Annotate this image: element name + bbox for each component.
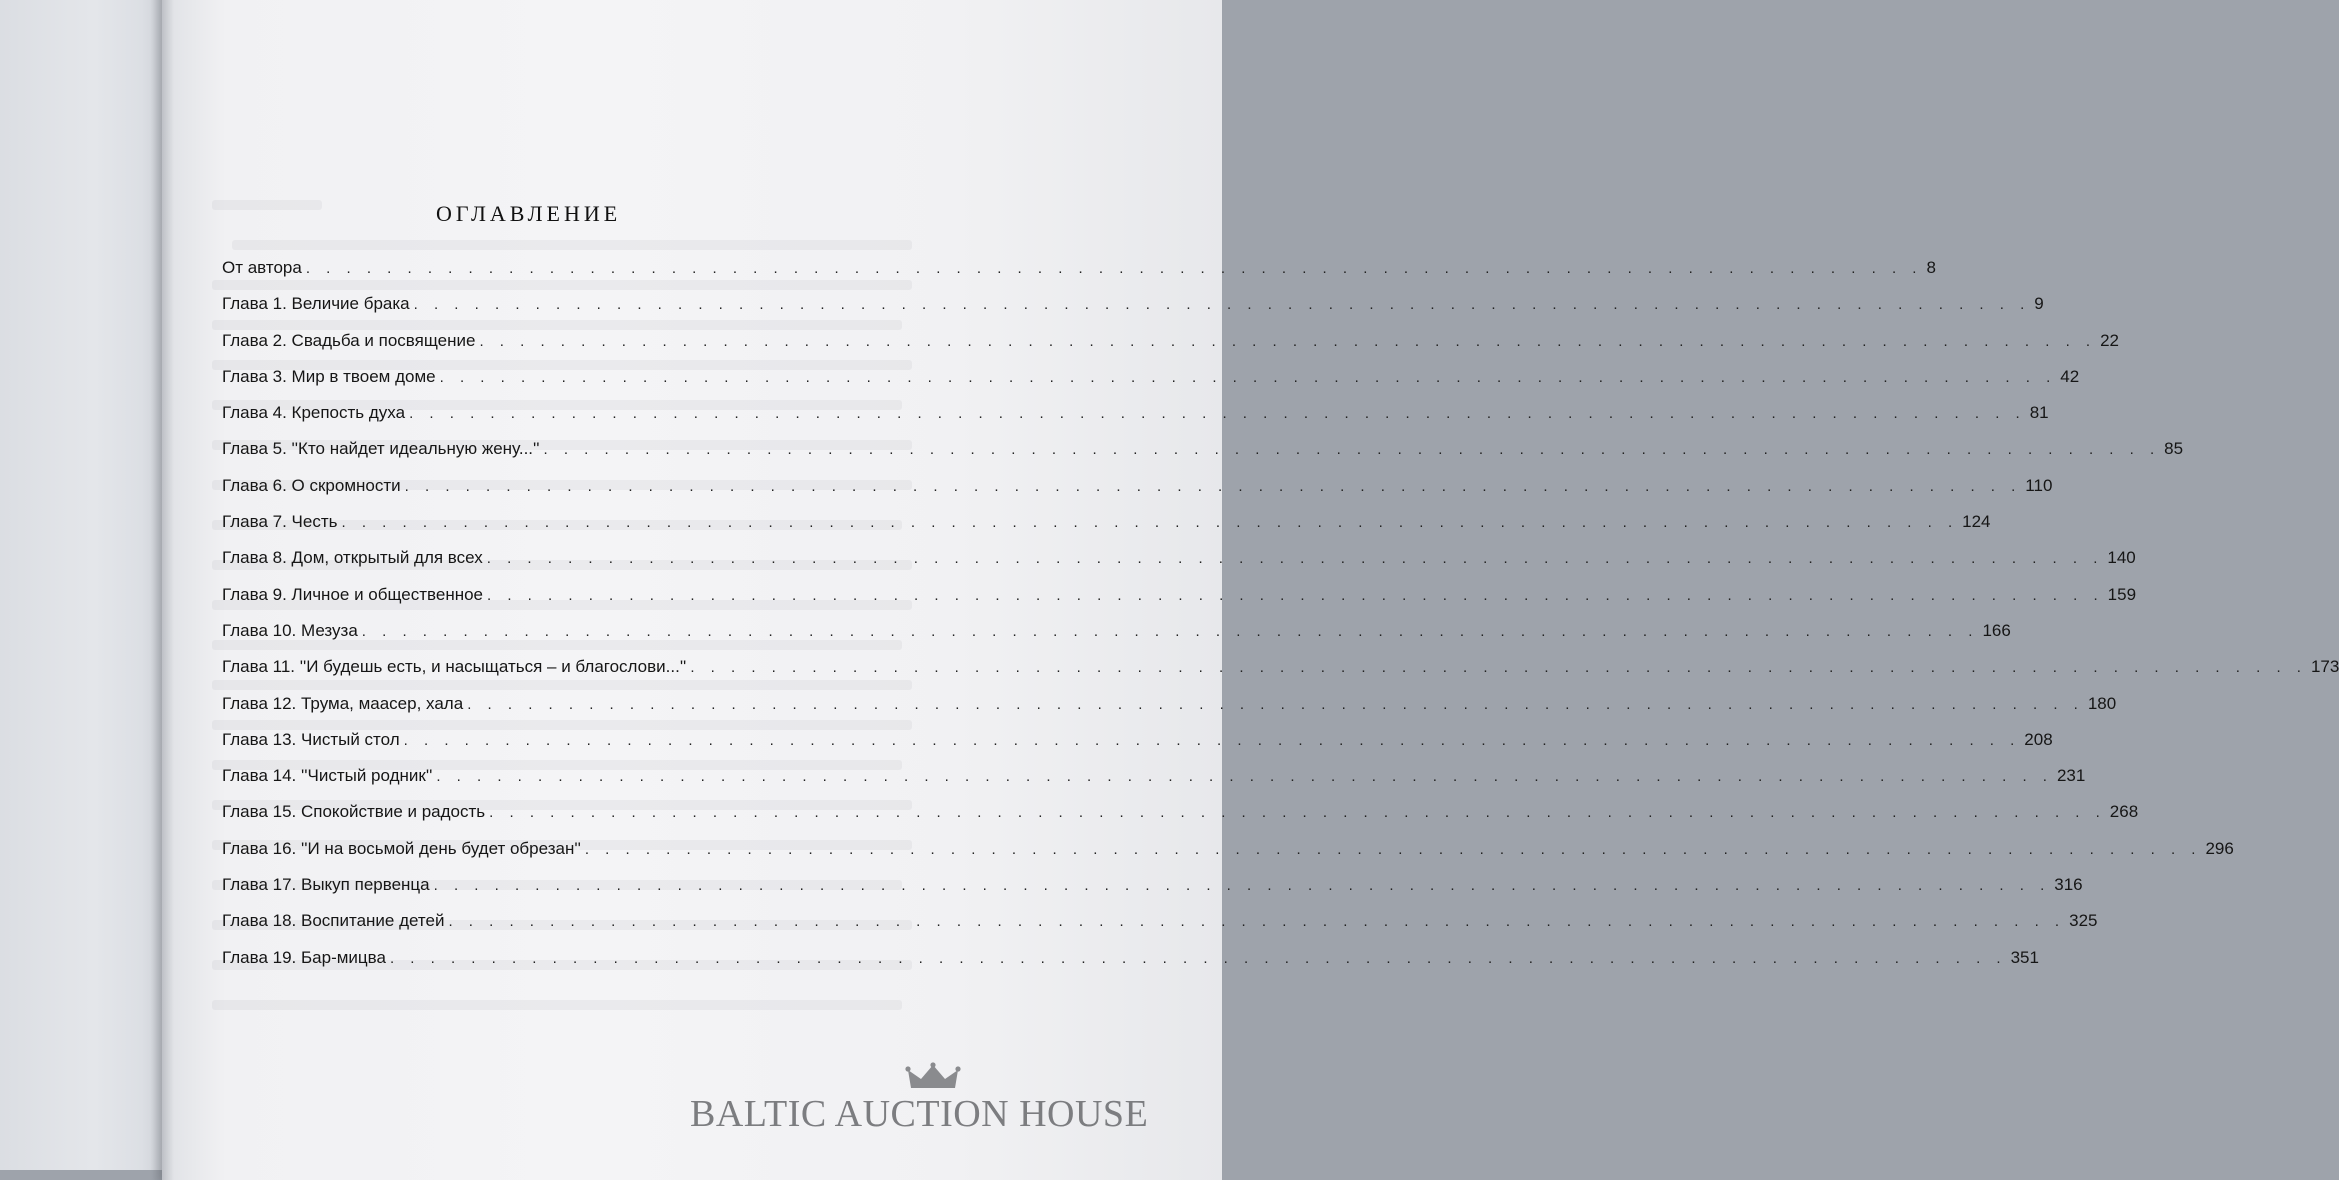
toc-entry-page: 351 <box>2010 947 2039 967</box>
toc-entry-page: 42 <box>2060 366 2080 386</box>
dot-leader: . . . . . . . . . . . . . . . . . . . . . . . . . . . . . . . . . . . . . . . . . . . . . . . . . . . . . . . . . . . . . . . . . . . . . . . . . . . . . . . . <box>489 804 2106 822</box>
book-gutter <box>150 0 174 1180</box>
toc-entry-label: Глава 16. ''И на восьмой день будет обрезан'' <box>222 838 581 858</box>
dot-leader: . . . . . . . . . . . . . . . . . . . . . . . . . . . . . . . . . . . . . . . . . . . . . . . . . . . . . . . . . . . . . . . . . . . . . . . . . . . . . . . . <box>486 550 2104 568</box>
dot-leader: . . . . . . . . . . . . . . . . . . . . . . . . . . . . . . . . . . . . . . . . . . . . . . . . . . . . . . . . . . . . . . . . . . . . . . . . . . . . . . . . <box>448 913 2066 931</box>
toc-entry-page: 110 <box>2025 475 2053 495</box>
toc-entry-label: Глава 6. О скромности <box>222 475 401 495</box>
toc-entry-label: Глава 12. Трума, маасер, хала <box>222 693 464 713</box>
dot-leader: . . . . . . . . . . . . . . . . . . . . . . . . . . . . . . . . . . . . . . . . . . . . . . . . . . . . . . . . . . . . . . . . . . . . . . . . . . . . . . . . <box>341 514 1959 532</box>
toc-entry-page: 316 <box>2054 875 2083 895</box>
dot-leader: . . . . . . . . . . . . . . . . . . . . . . . . . . . . . . . . . . . . . . . . . . . . . . . . . . . . . . . . . . . . . . . . . . . . . . . . . . . . . . . . <box>389 949 2007 967</box>
toc-entry-page: 166 <box>1982 620 2011 640</box>
dot-leader: . . . . . . . . . . . . . . . . . . . . . . . . . . . . . . . . . . . . . . . . . . . . . . . . . . . . . . . . . . . . . . . . . . . . . . . . . . . . . . . . <box>479 332 2097 350</box>
toc-entry <box>222 620 2011 657</box>
toc-entry-page: 81 <box>2029 403 2049 423</box>
toc-entry-page: 180 <box>2087 693 2117 713</box>
toc-entry-page: 8 <box>1926 258 1936 277</box>
toc-entry-page: 231 <box>2056 766 2086 786</box>
toc-entry-label: Глава 18. Воспитание детей <box>222 911 445 931</box>
toc-entry-label: Глава 8. Дом, открытый для всех <box>222 548 483 568</box>
toc-entry-page: 140 <box>2107 548 2136 568</box>
toc-entry <box>222 802 2139 838</box>
toc-entry-page: 325 <box>2069 911 2098 931</box>
toc-entry-label: Глава 1. Величие брака <box>222 294 410 314</box>
toc-entry-label: Глава 10. Мезуза <box>222 620 358 640</box>
toc-entry-page: 173 <box>2310 657 2339 677</box>
toc-entry <box>222 657 2339 693</box>
toc-entry-page: 296 <box>2205 838 2234 858</box>
dot-leader: . . . . . . . . . . . . . . . . . . . . . . . . . . . . . . . . . . . . . . . . . . . . . . . . . . . . . . . . . . . . . . . . . . . . . . . . . . . . . . . . <box>413 296 2031 314</box>
toc-entry <box>222 911 2098 947</box>
toc-entry <box>222 475 2053 512</box>
toc-entry <box>222 403 2049 439</box>
dot-leader: . . . . . . . . . . . . . . . . . . . . . . . . . . . . . . . . . . . . . . . . . . . . . . . . . . . . . . . . . . . . . . . . . . . . . . . . . . . . . . . . <box>361 622 1979 640</box>
toc-entry-page: 22 <box>2100 330 2119 350</box>
toc-entry-label: Глава 17. Выкуп первенца <box>222 875 430 895</box>
toc-entry <box>222 729 2053 766</box>
toc-entry-label: Глава 15. Спокойствие и радость <box>222 802 486 822</box>
toc-entry-label: Глава 11. ''И будешь есть, и насыщаться – и благослови...'' <box>222 657 687 677</box>
left-page <box>0 0 170 1170</box>
crown-icon <box>905 1062 961 1092</box>
toc-entry-label: Глава 2. Свадьба и посвящение <box>222 330 476 350</box>
dot-leader: . . . . . . . . . . . . . . . . . . . . . . . . . . . . . . . . . . . . . . . . . . . . . . . . . . . . . . . . . . . . . . . . . . . . . . . . . . . . . . . . <box>403 731 2021 749</box>
toc-list <box>222 258 2339 984</box>
toc-entry-label: Глава 3. Мир в твоем доме <box>222 366 436 386</box>
dot-leader: . . . . . . . . . . . . . . . . . . . . . . . . . . . . . . . . . . . . . . . . . . . . . . . . . . . . . . . . . . . . . . . . . . . . . . . . . . . . . . . . <box>404 477 2022 495</box>
toc-entry-page: 85 <box>2164 439 2184 459</box>
toc-entry-label: Глава 7. Честь <box>222 512 338 532</box>
watermark-text: BALTIC AUCTION HOUSE <box>690 1093 1149 1135</box>
toc-entry-label: Глава 19. Бар-мицва <box>222 947 386 967</box>
dot-leader: . . . . . . . . . . . . . . . . . . . . . . . . . . . . . . . . . . . . . . . . . . . . . . . . . . . . . . . . . . . . . . . . . . . . . . . . . . . . . . . . <box>305 260 1923 277</box>
toc-entry <box>222 693 2117 730</box>
toc-title: ОГЛАВЛЕНИЕ <box>436 200 622 226</box>
toc-entry <box>222 548 2136 584</box>
toc-entry <box>222 439 2184 475</box>
toc-entry <box>222 838 2234 875</box>
toc-entry-page: 159 <box>2107 584 2137 604</box>
bleed-through-line <box>212 1000 902 1010</box>
toc-entry <box>222 584 2137 621</box>
toc-entry-page: 124 <box>1962 512 1991 532</box>
bleed-through-line <box>232 240 912 250</box>
toc-entry <box>222 258 1936 294</box>
dot-leader: . . . . . . . . . . . . . . . . . . . . . . . . . . . . . . . . . . . . . . . . . . . . . . . . . . . . . . . . . . . . . . . . . . . . . . . . . . . . . . . . <box>409 405 2026 423</box>
dot-leader: . . . . . . . . . . . . . . . . . . . . . . . . . . . . . . . . . . . . . . . . . . . . . . . . . . . . . . . . . . . . . . . . . . . . . . . . . . . . . . . . <box>439 368 2057 386</box>
toc-entry-label: Глава 13. Чистый стол <box>222 729 400 749</box>
toc-entry <box>222 875 2083 911</box>
toc-entry-label: Глава 9. Личное и общественное <box>222 584 484 604</box>
toc-entry <box>222 766 2086 802</box>
toc-entry-page: 208 <box>2024 729 2053 749</box>
bleed-through-line <box>212 200 322 210</box>
toc-entry <box>222 947 2039 984</box>
dot-leader: . . . . . . . . . . . . . . . . . . . . . . . . . . . . . . . . . . . . . . . . . . . . . . . . . . . . . . . . . . . . . . . . . . . . . . . . . . . . . . . . <box>584 840 2202 858</box>
dot-leader: . . . . . . . . . . . . . . . . . . . . . . . . . . . . . . . . . . . . . . . . . . . . . . . . . . . . . . . . . . . . . . . . . . . . . . . . . . . . . . . . <box>467 695 2084 713</box>
toc-entry-page: 268 <box>2109 802 2139 822</box>
dot-leader: . . . . . . . . . . . . . . . . . . . . . . . . . . . . . . . . . . . . . . . . . . . . . . . . . . . . . . . . . . . . . . . . . . . . . . . . . . . . . . . . <box>543 441 2161 459</box>
toc-entry-label: Глава 4. Крепость духа <box>222 403 406 423</box>
toc-entry-label: От автора <box>222 258 302 277</box>
dot-leader: . . . . . . . . . . . . . . . . . . . . . . . . . . . . . . . . . . . . . . . . . . . . . . . . . . . . . . . . . . . . . . . . . . . . . . . . . . . . . . . . <box>487 586 2104 604</box>
toc-entry-label: Глава 5. ''Кто найдет идеальную жену...'' <box>222 439 540 459</box>
toc-entry-label: Глава 14. ''Чистый родник'' <box>222 766 433 786</box>
toc-entry-page: 9 <box>2034 294 2044 314</box>
toc-entry <box>222 294 2044 330</box>
dot-leader: . . . . . . . . . . . . . . . . . . . . . . . . . . . . . . . . . . . . . . . . . . . . . . . . . . . . . . . . . . . . . . . . . . . . . . . . . . . . . . . . <box>690 659 2307 677</box>
toc-entry <box>222 366 2080 403</box>
toc-entry <box>222 330 2119 367</box>
dot-leader: . . . . . . . . . . . . . . . . . . . . . . . . . . . . . . . . . . . . . . . . . . . . . . . . . . . . . . . . . . . . . . . . . . . . . . . . . . . . . . . . <box>436 768 2053 786</box>
dot-leader: . . . . . . . . . . . . . . . . . . . . . . . . . . . . . . . . . . . . . . . . . . . . . . . . . . . . . . . . . . . . . . . . . . . . . . . . . . . . . . . . <box>433 877 2051 895</box>
toc-entry <box>222 512 1991 548</box>
